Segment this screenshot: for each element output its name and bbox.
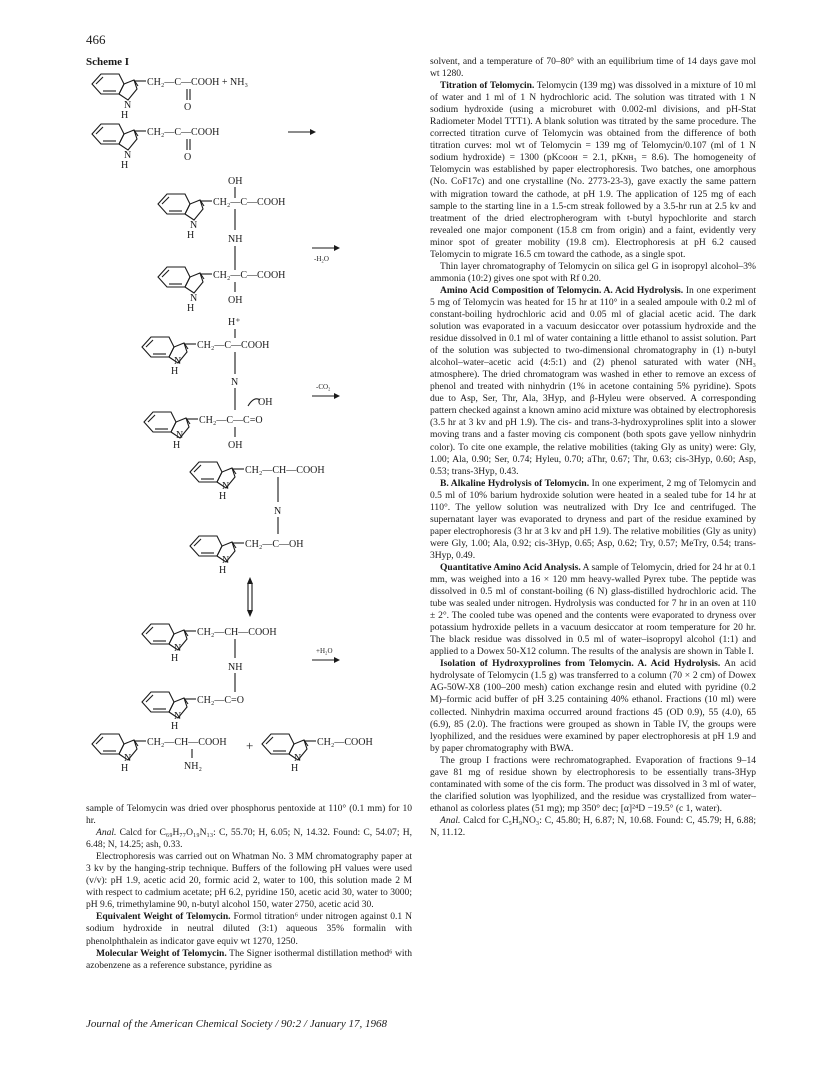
chain-label: CH₂—C—COOH <box>147 127 220 138</box>
paragraph-body: The Signer isothermal distillation method⁶ with azobenzene as a reference substance, pyridine as <box>86 947 412 971</box>
oh-label: OH <box>228 176 243 187</box>
paragraph-body: A sample of Telomycin, dried for 24 hr at 0.1 mm, was weighed into a 16 × 120 mm heavy-walled Pyrex tube. The peptide was dissolved in 0.5 ml of constant-boiling (6 N) glass-distilled hydrochloric acid. The tube was sealed under nitrogen. Hydrolysis was conducted for 7 hr in an oven at 110 ± 2°. The cooled tube was opened and the contents were evaporated to dryness over potassium hydroxide pellets in a vacuum desiccator at room temperature for 20 hr. The black residue was dissolved in 0.5 ml of water–isopropyl alcohol (1:1) and applied to a Dowex 50-X12 column. The results of the analysis are shown in Table I. <box>430 561 756 658</box>
structure-indolepyruvic-acid <box>92 74 248 121</box>
right-text-column <box>430 56 756 839</box>
ring-n: N <box>124 753 132 764</box>
ring-n: N <box>190 293 198 304</box>
oh-label: OH <box>228 440 243 451</box>
ring-n: N <box>222 481 230 492</box>
n-label: N <box>274 506 282 517</box>
structure-hemiaminal-dimer <box>158 176 340 314</box>
structure-protonated-imine <box>142 317 340 451</box>
chain-label: CH₂—C=O <box>197 695 244 706</box>
ring-h: H <box>121 110 129 121</box>
chain-label: CH₂—CH—COOH <box>147 737 227 748</box>
section-head: Equivalent Weight of Telomycin. <box>96 911 231 923</box>
paragraph <box>86 827 412 851</box>
section-head: Quantitative Amino Acid Analysis. <box>440 561 581 573</box>
ring-n: N <box>190 220 198 231</box>
ring-h: H <box>173 440 181 451</box>
paragraph-body: Telomycin (139 mg) was dissolved in a mixture of 10 ml of water and 1 ml of 1 N hydrochloric acid. The solution was titrated with 1 N sodium hydroxide (using a microburet with 0.002-ml divisions, and pH-Stat Radiometer Model TTT1). A blank solution was titrated by the same procedure. The corrected titration curve of Telomycin was obtained from the difference of both titration curves: mol wt of Telomycin = 139 mg of Telomycin/0.107 (ml of 1 N sodium hydroxide) = 1300 (pKᴄᴏᴏʜ = 2.1, pKɴʜ₃ = 8.6). The homogeneity of Telomycin was established by paper electrophoresis. Two batches, one amorphous (No. CoF17c) and one crystalline (No. 2773-23-3), gave exactly the same pattern with migration toward the cathode, at pH 1.9. The application of 125 mg of each sample to the starting line in a 1.5-cm streak followed by a 3.5-hr run at 2.5 kv and treatment of the dried electropherogram with t-butyl hypochlorite and starch revealed one major component (15.8 cm from origin) and a faint, evidently very minor spot of greater mobility (19.8 cm). Electrophoresis at pH 6.2 caused Telomycin to migrate 16.5 cm toward the cathode, as a single spot. <box>430 80 756 260</box>
ring-n: N <box>174 711 182 722</box>
oh-label: OH <box>228 295 243 306</box>
ring-h: H <box>187 303 195 314</box>
chain-label: CH₂—C—COOH <box>213 270 286 281</box>
ring-n: N <box>294 753 302 764</box>
paragraph: The group I fractions were rechromatographed. Evaporation of fractions 9–14 gave 81 mg of residue shown by electrophoresis to be essentially trans-3Hyp contaminated with some of the cis form. The product was dissolved in 3 ml of water, the clarified solution was lyophilized, and the residue was crystallized from water–ethanol as colorless plates (51 mg); mp 350° dec; [α]²⁴D −19.5° (c 1, water). <box>430 754 756 814</box>
run-in-head: Anal. <box>440 814 461 826</box>
page-number: 466 <box>86 32 106 47</box>
paragraph: sample of Telomycin was dried over phosphorus pentoxide at 110° (0.1 mm) for 10 hr. <box>86 803 412 827</box>
journal-footer: Journal of the American Chemical Society / 90:2 / January 17, 1968 <box>86 1018 388 1030</box>
paragraph-body: Calcd for C₆₉H₇₇O₁₉N₁₃: C, 55.70; H, 6.05; N, 14.32. Found: C, 54.07; H, 6.48; N, 14.25; ash, 0.33. <box>86 827 412 851</box>
paragraph-body: In one experiment 5 mg of Telomycin was heated for 15 hr at 110° in a sealed ampoule with 0.2 ml of constant-boiling hydrochloric acid and 0.05 ml of glacial acetic acid. The dark solution was evaporated in a vacuum desiccator over potassium hydroxide and the residue dissolved in 0.1 ml of water containing a little ethanol to assist solution. Part of the solution was subjected to two-dimensional chromatography in (1) n-butyl alcohol–water–acetic acid (4:5:1) and (2) phenol saturated with water (NH₃ atmosphere). The dried chromatogram was washed in ether to remove an excess of phenol and treated with ninhydrin (1% in acetone containing 5% pyridine). Spots due to Asp, Ser, Thr, Ala, 3Hyp, and β-Hyleu were observed. A corresponding pattern checked against a known amino acid mixture was obtained by electrophoresis (3.5 hr at 3 kv and pH 1.9). The cis- and trans-3-hydroxyprolines split into a slower moving trans and a faster moving cis component (both spots gave yellow ninhydrin color). To cite one example, the relative mobilities (taking Gly as unity) were: Gly, 1.00; Ala, 0.90; Ser, 0.74; Hyleu, 0.70; aThr, 0.67; Thr, 0.63; cis-3Hyp, 0.60; Asp, 0.53; trans-3Hyp, 0.43. <box>430 284 756 477</box>
ring-h: H <box>171 653 179 664</box>
section-head: B. Alkaline Hydrolysis of Telomycin. <box>440 477 590 489</box>
arrow-label: -CO₂ <box>316 383 331 391</box>
scheme-title: Scheme I <box>86 56 130 68</box>
ring-h: H <box>171 366 179 377</box>
paragraph-body: Calcd for C₅H₉NO₃: C, 45.80; H, 6.87; N, 10.68. Found: C, 45.79; H, 6.88; N, 11.12. <box>430 814 756 838</box>
ring-n: N <box>174 356 182 367</box>
nh-label: NH <box>228 662 243 673</box>
ring-h: H <box>171 721 179 732</box>
nh-label: NH <box>228 234 243 245</box>
paragraph <box>430 285 756 478</box>
paragraph <box>86 948 412 972</box>
paragraph <box>430 478 756 562</box>
oxygen-label: O <box>184 102 192 113</box>
ring-h: H <box>219 491 227 502</box>
oxygen-label: O <box>184 152 192 163</box>
structure-products <box>92 734 373 774</box>
paragraph-body: Formol titration⁶ under nitrogen against 0.1 N sodium hydroxide in neutral diluted (3:1) aqueous 35% formalin with phenolphthalein as indicator gave equiv wt 1270, 1250. <box>86 911 412 947</box>
paragraph <box>430 815 756 839</box>
ring-h: H <box>121 763 129 774</box>
section-head: Titration of Telomycin. <box>440 80 535 92</box>
chain-label: CH₂—C—C=O <box>199 415 263 426</box>
ring-n: N <box>222 555 230 566</box>
left-text-column <box>86 803 412 972</box>
ring-n: N <box>174 643 182 654</box>
nh2-label: NH₂ <box>184 761 202 772</box>
paragraph <box>86 911 412 947</box>
chain-label: CH₂—CH—COOH <box>197 627 277 638</box>
h-plus-label: H⁺ <box>228 317 241 328</box>
chain-label: CH₂—C—OH <box>245 539 304 550</box>
structure-indolepyruvic-acid-2 <box>92 124 316 171</box>
ring-h: H <box>187 230 195 241</box>
plus-sign: + <box>246 738 254 753</box>
paragraph-body: In one experiment, 2 mg of Telomycin and 0.5 ml of 10% barium hydroxide solution were heated in a sealed tube for 14 hr at 110°. The yellow solution was neutralized with Dry Ice and centrifuged. The supernatant layer was evaporated to dryness and part of the residue examined by paper electrophoresis (3 hr at 3 kv and pH 1.9). The relative mobilities (Gly as unity) were Gly, 1.00; Ala, 0.92; cis-3Hyp, 0.65; Asp, 0.62; Try, 0.57; MeTry, 0.54; trans-3Hyp, 0.49. <box>430 477 756 561</box>
ring-h: H <box>219 565 227 576</box>
ring-n: N <box>176 430 184 441</box>
structure-imine-adduct <box>190 462 325 617</box>
arrow-label: +H₂O <box>316 647 333 655</box>
chain-label: CH₂—COOH <box>317 737 373 748</box>
run-in-head: Anal. <box>96 827 117 839</box>
chain-label: CH₂—C—COOH <box>213 197 286 208</box>
paragraph <box>430 80 756 261</box>
chain-label: CH₂—C—COOH + NH₃ <box>147 77 248 88</box>
section-head: Amino Acid Composition of Telomycin. A. Acid Hydrolysis. <box>440 284 684 296</box>
reaction-scheme <box>78 62 418 802</box>
paragraph: Electrophoresis was carried out on Whatman No. 3 MM chromatography paper at 3 kv by the hanging-strip technique. Buffers of the following pH values were used (v/v): pH 1.9, acetic acid 20, formic acid 2, water to 100, this solution made 2 M with respect to cadmium acetate; pH 6.2, pyridine 150, acetic acid 30, water to 3000; pH 9.6, trimethylamine 90, n-butyl alcohol 150, water 2750, acetic acid 30. <box>86 851 412 911</box>
ring-h: H <box>121 160 129 171</box>
paragraph <box>430 562 756 658</box>
paragraph-body: An acid hydrolysate of Telomycin (1.5 g) was transferred to a column (70 × 2 cm) of Dowex AG-50W-X8 (100–200 mesh) cation exchange resin and eluted with pyridine (0.2 M)–formic acid buffer of pH 3.25 containing 40% ethanol. Fractions (10 ml) were collected. Ninhydrin maxima occurred around fractions 45 (OD 0.9), 55 (4.0), 65 (6.9), 85 (2.0). The fractions were grouped as shown in Table IV, the groups were lyophilized, and the residues were examined by paper electrophoresis at pH 1.9 and by paper chromatography with BWA. <box>430 658 756 754</box>
ring-n: N <box>124 100 132 111</box>
ring-h: H <box>291 763 299 774</box>
oh-label: OH <box>258 397 273 408</box>
arrow-label: -H₂O <box>314 255 329 263</box>
paragraph: Thin layer chromatography of Telomycin on silica gel G in isopropyl alcohol–3% ammonia (10:2) gives one spot with Rf 0.20. <box>430 260 756 284</box>
section-head: Molecular Weight of Telomycin. <box>96 947 227 959</box>
n-label: N <box>231 377 239 388</box>
chain-label: CH₂—C—COOH <box>197 340 270 351</box>
structure-amine-ketone <box>142 624 340 732</box>
paragraph <box>430 658 756 754</box>
section-head: Isolation of Hydroxyprolines from Telomycin. A. Acid Hydrolysis. <box>440 658 721 670</box>
paragraph: solvent, and a temperature of 70–80° with an equilibrium time of 14 days gave mol wt 1280. <box>430 56 756 80</box>
ring-n: N <box>124 150 132 161</box>
chain-label: CH₂—CH—COOH <box>245 465 325 476</box>
